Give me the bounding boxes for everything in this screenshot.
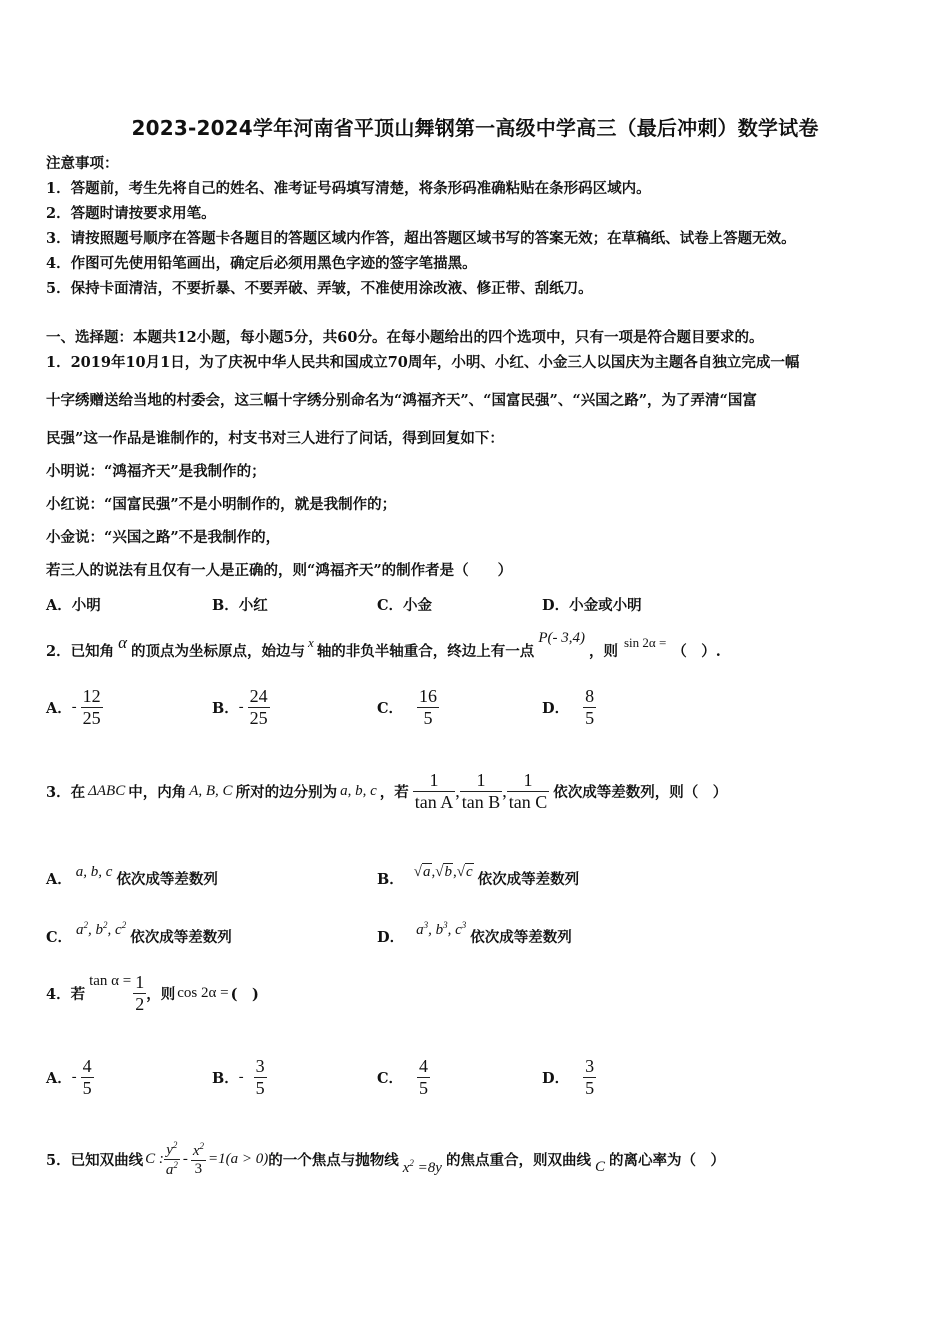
q4-option-c	[377, 1056, 430, 1099]
fraction	[507, 770, 550, 813]
q2-stem	[46, 630, 721, 661]
minus-sign: -	[71, 699, 77, 715]
q2-alpha: α	[118, 633, 128, 652]
denominator: 25	[249, 708, 268, 728]
q1-option-c: C．小金	[377, 597, 433, 614]
notice-item: 3．请按照题号顺序在答题卡各题目的答题区域内作答，超出答题区域书写的答案无效；在草稿纸、试卷上答题无效。	[46, 230, 796, 247]
option-label: A．	[46, 1070, 72, 1087]
q2-text: ，则	[588, 643, 618, 660]
denominator: tan C	[508, 792, 548, 812]
q3-sides: a, b, c	[340, 783, 377, 799]
q5-curve: C	[594, 1159, 605, 1175]
minus-sign: -	[238, 699, 244, 715]
option-label: A．	[46, 871, 72, 888]
fraction	[191, 1141, 206, 1178]
denominator: 5	[585, 708, 595, 728]
option-label: C．	[377, 700, 404, 717]
numerator: 1	[523, 770, 533, 790]
comma: ,	[502, 781, 507, 801]
denominator: 5	[82, 1078, 92, 1098]
page-title: 2023-2024学年河南省平顶山舞钢第一高级中学高三（最后冲刺）数学试卷	[131, 116, 819, 140]
fraction	[254, 1056, 267, 1099]
numerator: 4	[419, 1056, 429, 1076]
numerator: 3	[585, 1056, 595, 1076]
notice-item: 5．保持卡面清洁，不要折暴、不要弄破、弄皱，不准使用涂改液、修正带、刮纸刀。	[46, 280, 593, 297]
q2-option-b	[212, 686, 270, 729]
option-label: A．	[46, 700, 72, 717]
q1-option-b: B．小红	[212, 597, 268, 614]
option-text: 依次成等差数列	[130, 929, 232, 946]
var: x	[402, 1160, 410, 1176]
fraction	[460, 770, 503, 813]
q3-option-b	[377, 860, 580, 888]
q4-cos: cos 2α =	[177, 985, 229, 1001]
denominator: 25	[82, 708, 101, 728]
q4-option-a	[46, 1056, 94, 1099]
q4-text: ，则	[146, 986, 176, 1003]
q1-question: 若三人的说法有且仅有一人是正确的，则“鸿福齐天”的制作者是（ ）	[46, 562, 513, 579]
notice-heading: 注意事项：	[46, 155, 119, 172]
var: y	[166, 1142, 173, 1158]
q5-parabola: $x^2 =8y$	[402, 1158, 442, 1176]
denominator: tan A	[414, 792, 454, 812]
q5-text: 的离心率为（ ）	[608, 1152, 725, 1169]
fraction	[248, 686, 270, 729]
option-label: C．	[46, 929, 73, 946]
option-text: 依次成等差数列	[470, 929, 572, 946]
q3-text: 中，内角	[128, 784, 187, 801]
q1-option-d: D．小金或小明	[542, 597, 642, 614]
option-label: D．	[542, 1070, 570, 1087]
option-label: D．	[377, 929, 405, 946]
fraction	[164, 1140, 180, 1179]
q1-text-line: 民强”这一作品是谁制作的，村支书对三人进行了问话，得到回复如下：	[46, 430, 504, 447]
q4-option-b	[212, 1056, 267, 1099]
option-math: $a^2$, $b^2$, $c^2$	[76, 920, 127, 938]
option-label: B．	[212, 1070, 239, 1087]
q2-option-a	[46, 686, 103, 729]
q2-text: 的顶点为坐标原点，始边与	[131, 643, 306, 660]
minus-sign: -	[238, 1069, 244, 1085]
option-math: √a,√b,√c	[413, 864, 473, 880]
q2-x: x	[308, 635, 314, 650]
option-label: B．	[377, 871, 404, 888]
denominator: 5	[419, 1078, 429, 1098]
radicand: b	[444, 864, 452, 880]
q1-text-line: 1．2019年10月1日，为了庆祝中华人民共和国成立70周年，小明、小红、小金三人以国庆为主题各自独立完成一幅	[46, 354, 800, 371]
q2-option-d	[542, 686, 596, 729]
q1-text-line: 十字绣赠送给当地的村委会，这三幅十字绣分别命名为“鸿福齐天”、“国富民强”、“兴国之路”，为了弄清“国富	[46, 392, 757, 409]
var: a	[165, 1162, 174, 1178]
numerator: $x^2$	[192, 1141, 205, 1159]
q3-text: 所对的边分别为	[235, 784, 338, 801]
numerator: 1	[476, 770, 486, 790]
numerator: 4	[82, 1056, 92, 1076]
denominator: tan B	[461, 792, 501, 812]
option-text: 依次成等差数列	[477, 871, 580, 888]
q1-statement: 小红说：“国富民强”不是小明制作的，就是我制作的；	[46, 496, 397, 513]
q1-option-a: A．小明	[46, 597, 101, 614]
q2-text: 轴的非负半轴重合，终边上有一点	[316, 643, 535, 660]
notice-item: 2．答题时请按要求用笔。	[46, 205, 216, 222]
var: x	[192, 1143, 200, 1159]
fraction	[133, 972, 146, 1015]
q3-triangle: ΔABC	[88, 783, 126, 799]
radicand: c	[465, 864, 473, 880]
notice-item: 1．答题前，考生先将自己的姓名、准考证号码填写清楚，将条形码准确粘贴在条形码区域内。	[46, 180, 651, 197]
denominator: $a^2$	[165, 1160, 178, 1178]
option-math: $a^3$, $b^3$, $c^3$	[416, 920, 467, 938]
denominator: 5	[417, 707, 439, 729]
q5-text: 的一个焦点与抛物线	[268, 1152, 399, 1169]
q3-angles: A, B, C	[189, 783, 233, 799]
numerator: 3	[255, 1056, 265, 1076]
q2-option-c	[377, 686, 439, 729]
q5-text: 的焦点重合，则双曲线	[445, 1152, 591, 1169]
denominator: 5	[255, 1078, 265, 1098]
option-label: C．	[377, 1070, 404, 1087]
denominator: 2	[135, 994, 145, 1014]
q4-text: 4．若	[46, 986, 86, 1003]
q3-option-a	[46, 860, 218, 888]
comma: ,	[455, 781, 460, 801]
fraction	[81, 686, 103, 729]
q2-text: 2．已知角	[46, 643, 115, 660]
denominator: 3	[191, 1160, 206, 1178]
numerator: 1	[429, 770, 439, 790]
q4-stem	[46, 972, 259, 1015]
q3-option-c	[46, 918, 232, 946]
fraction	[413, 770, 456, 813]
fraction	[417, 686, 439, 729]
q4-text: ( )	[230, 986, 259, 1003]
section-heading: 一、选择题：本题共12小题，每小题5分，共60分。在每小题给出的四个选项中，只有一项是符合题目要求的。	[46, 329, 764, 346]
denominator: 5	[585, 1078, 595, 1098]
q2-expr: sin 2α =	[623, 635, 667, 650]
fraction	[81, 1056, 94, 1099]
q3-stem	[46, 770, 727, 813]
q4-option-d	[542, 1056, 596, 1099]
numerator: 24	[249, 686, 268, 706]
q4-tan: tan α =	[89, 973, 132, 989]
fraction	[583, 686, 596, 729]
fraction	[417, 1056, 430, 1099]
numerator: 12	[82, 686, 101, 706]
option-math: a, b, c	[75, 864, 113, 880]
option-text: 依次成等差数列	[116, 871, 218, 888]
q3-text: 依次成等差数列，则（ ）	[553, 784, 728, 801]
q1-statement: 小金说：“兴国之路”不是我制作的，	[46, 529, 281, 546]
q5-condition: =1(a > 0)	[208, 1151, 269, 1167]
minus-sign: -	[71, 1069, 77, 1085]
q3-text: 3．在	[46, 784, 86, 801]
numerator: 16	[419, 686, 438, 706]
q5-stem: 5．已知双曲线 C : $\frac{y^2}{a^2}$ - $\frac{x^2}{3}$ =1(a > 0)的一个焦点与抛物线 $x^2 =8y$ 的焦点重合，则双曲线 C 的离心率为（ ）	[46, 1140, 725, 1178]
q3-text: ，若	[379, 784, 409, 801]
numerator: 1	[135, 972, 145, 992]
q2-point: P(- 3,4)	[538, 630, 585, 646]
notice-item: 4．作图可先使用铅笔画出，确定后必须用黑色字迹的签字笔描黑。	[46, 255, 477, 272]
q5-text: 5．已知双曲线	[46, 1152, 144, 1169]
option-label: B．	[212, 700, 239, 717]
q3-option-d	[377, 918, 572, 946]
numerator: $y^2$	[166, 1140, 178, 1158]
radicand: a	[423, 864, 431, 880]
q1-statement: 小明说：“鸿福齐天”是我制作的；	[46, 463, 266, 480]
q5-curve: C :	[145, 1151, 164, 1167]
option-label: D．	[542, 700, 570, 717]
fraction	[583, 1056, 596, 1099]
var: =8y	[417, 1160, 442, 1176]
numerator: 8	[585, 686, 595, 706]
q2-text: （ ）.	[672, 643, 721, 660]
